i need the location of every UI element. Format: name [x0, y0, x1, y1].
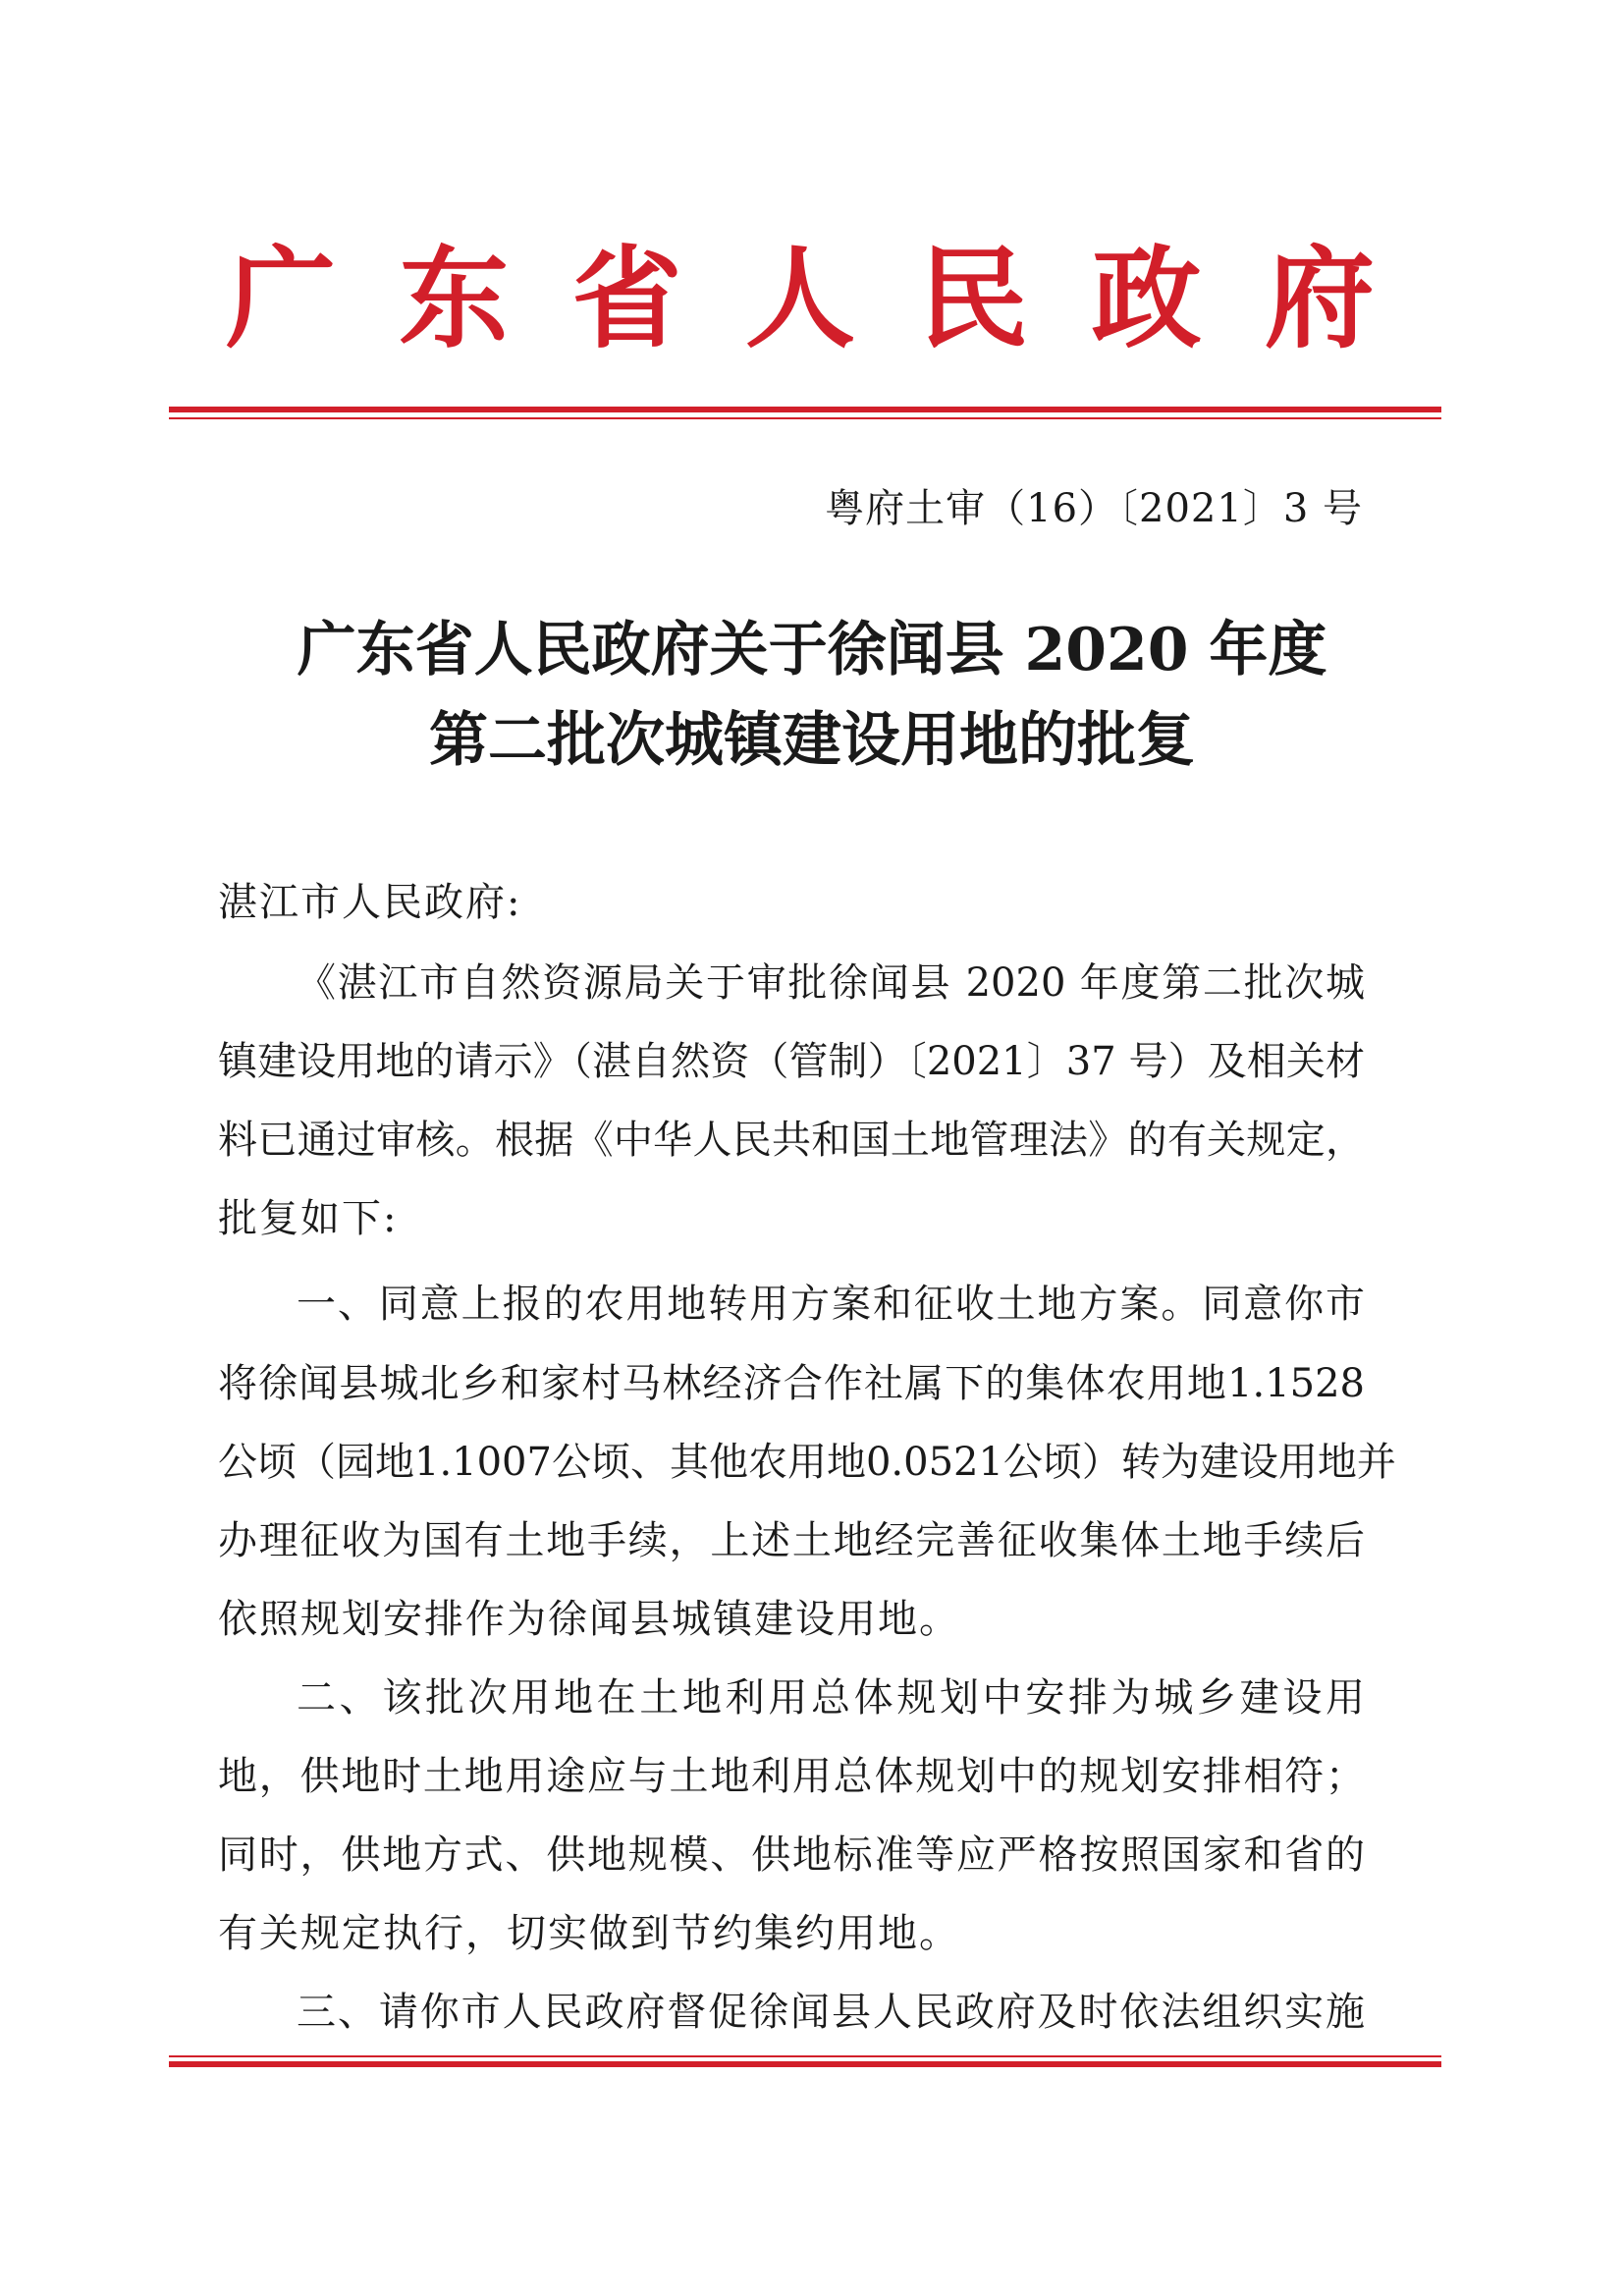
issuer-char: 人 [744, 235, 855, 363]
footer-divider-thin [169, 2055, 1441, 2057]
header-divider-thick [169, 407, 1441, 412]
document-title-line-1: 广东省人民政府关于徐闻县 2020 年度 [297, 616, 1327, 684]
body-line: 一、同意上报的农用地转用方案和征收土地方案。同意你市 [297, 1282, 1365, 1327]
document-number: 粤府土审（16）〔2021〕3 号 [825, 486, 1363, 531]
issuer-char: 府 [1264, 235, 1375, 363]
body-line: 二、该批次用地在土地利用总体规划中安排为城乡建设用 [297, 1675, 1365, 1721]
body-line: 同时，供地方式、供地规模、供地标准等应严格按照国家和省的 [218, 1832, 1365, 1878]
issuer-header [226, 236, 1375, 363]
issuer-char: 广 [226, 235, 336, 363]
body-line: 有关规定执行，切实做到节约集约用地。 [218, 1911, 960, 1956]
body-line: 依照规划安排作为徐闻县城镇建设用地。 [218, 1597, 960, 1642]
body-line: 料已通过审核。根据《中华人民共和国土地管理法》的有关规定， [218, 1118, 1365, 1163]
body-line: 镇建设用地的请示》（湛自然资（管制）〔2021〕37 号）及相关材 [218, 1039, 1365, 1084]
body-line: 批复如下: [218, 1196, 399, 1241]
issuer-char: 民 [918, 235, 1029, 363]
issuer-char: 省 [571, 235, 682, 363]
footer-divider-thick [169, 2061, 1441, 2067]
body-line: 三、请你市人民政府督促徐闻县人民政府及时依法组织实施 [297, 1990, 1365, 2035]
document-title-line-2: 第二批次城镇建设用地的批复 [429, 706, 1195, 775]
issuer-char: 东 [399, 235, 510, 363]
body-line: 办理征收为国有土地手续，上述土地经完善征收集体土地手续后 [218, 1518, 1365, 1563]
body-line: 将徐闻县城北乡和家村马林经济合作社属下的集体农用地1.1528 [218, 1361, 1365, 1406]
body-line: 《湛江市自然资源局关于审批徐闻县 2020 年度第二批次城 [297, 960, 1365, 1006]
addressee: 湛江市人民政府: [218, 880, 522, 925]
body-line: 地，供地时土地用途应与土地利用总体规划中的规划安排相符； [218, 1754, 1365, 1799]
issuer-char: 政 [1091, 235, 1202, 363]
header-divider-thin [169, 417, 1441, 419]
body-line: 公顷（园地1.1007公顷、其他农用地0.0521公顷）转为建设用地并 [218, 1440, 1396, 1485]
